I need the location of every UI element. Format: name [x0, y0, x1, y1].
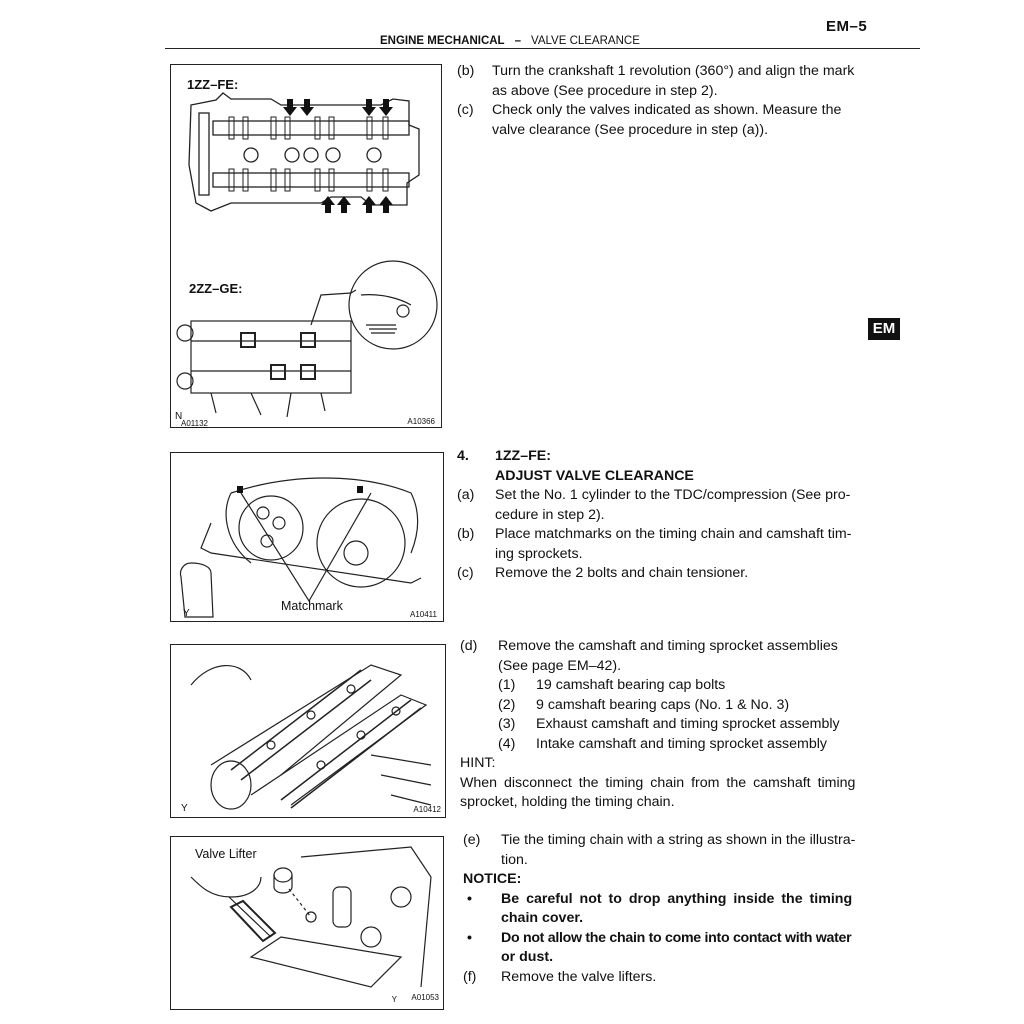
item-label: (a) — [457, 487, 475, 503]
camshaft-illustration — [171, 645, 445, 817]
step-number: 4. — [457, 448, 469, 464]
section-title: ENGINE MECHANICAL — [380, 35, 505, 47]
item-text: Set the No. 1 cylinder to the TDC/compression (See pro- — [495, 487, 851, 503]
step-item-a — [457, 486, 877, 525]
text-block-remove-camshafts — [460, 637, 875, 813]
step-heading — [457, 447, 877, 486]
sub-item-label: (2) — [498, 696, 516, 713]
notice-item — [463, 929, 875, 968]
notice-text: chain cover. — [501, 910, 584, 926]
figure-corner-letter: N — [175, 411, 183, 422]
section-tab: EM — [868, 318, 900, 340]
sub-item-label: (1) — [498, 677, 516, 693]
notice-text: Be careful not to drop anything inside the timing — [501, 890, 853, 907]
sub-item — [498, 696, 875, 716]
step-item-c — [457, 564, 877, 584]
figure-id-left: A01132 — [181, 419, 208, 428]
item-text: Check only the valves indicated as shown. Measure the — [492, 102, 842, 118]
figure-label-2zz: 2ZZ–GE: — [189, 281, 243, 296]
item-text: Remove the valve lifters. — [501, 968, 657, 985]
figure-corner-letter: Y — [181, 803, 188, 814]
step-item-f — [463, 968, 875, 988]
text-block-check-valves — [457, 62, 877, 140]
item-text: Remove the camshaft and timing sprocket assemblies — [498, 638, 838, 654]
item-label: (b) — [457, 63, 475, 79]
item-label: (c) — [457, 565, 474, 581]
figure-valve-layout — [170, 64, 442, 428]
cylinder-head-illustration — [171, 65, 441, 427]
figure-timing-chain — [170, 452, 444, 622]
item-text: Remove the 2 bolts and chain tensioner. — [495, 565, 749, 581]
notice-item — [463, 890, 875, 929]
figure-id: A01053 — [411, 993, 439, 1002]
sub-item-label: (4) — [498, 735, 516, 752]
page-number: EM–5 — [826, 18, 868, 35]
hint-line: When disconnect the timing chain from the camshaft timing — [460, 774, 856, 791]
bullet: • — [467, 890, 472, 907]
notice-text: Do not allow the chain to come into contact with water — [501, 929, 852, 946]
valve-lifter-callout: Valve Lifter — [195, 847, 257, 861]
notice-text: or dust. — [501, 949, 554, 965]
step-item-c — [457, 101, 877, 140]
step-item-e — [463, 831, 875, 870]
figure-id-right: A10366 — [407, 417, 435, 426]
step-item-b — [457, 62, 877, 101]
item-text: tion. — [501, 851, 528, 868]
item-text: Place matchmarks on the timing chain and camshaft tim- — [495, 526, 852, 542]
item-text: ing sprockets. — [495, 545, 583, 562]
item-label: (f) — [463, 968, 477, 985]
item-text: (See page EM–42). — [498, 657, 622, 674]
bullet: • — [467, 929, 472, 946]
hint-label: HINT: — [460, 755, 496, 771]
sub-item — [498, 715, 875, 735]
sub-list — [460, 676, 875, 754]
sub-item-label: (3) — [498, 716, 516, 732]
section-header — [380, 35, 640, 47]
item-text: Turn the crankshaft 1 revolution (360°) and align the mark — [492, 63, 855, 79]
valve-lifter-illustration — [171, 837, 443, 1009]
item-label: (b) — [457, 526, 475, 542]
sub-item-text: Intake camshaft and timing sprocket assembly — [536, 735, 827, 752]
item-label: (d) — [460, 638, 478, 654]
sub-item-text: Exhaust camshaft and timing sprocket assembly — [536, 716, 840, 732]
step-item-b — [457, 525, 877, 564]
matchmark-callout: Matchmark — [281, 599, 343, 613]
subsection-title: VALVE CLEARANCE — [531, 35, 640, 47]
figure-id: A10412 — [413, 805, 441, 814]
item-label: (e) — [463, 832, 481, 848]
header-rule — [165, 48, 920, 49]
text-block-tie-chain — [463, 831, 875, 987]
sub-item-text: 9 camshaft bearing caps (No. 1 & No. 3) — [536, 696, 790, 713]
item-label: (c) — [457, 102, 474, 118]
item-text: as above (See procedure in step 2). — [492, 82, 718, 99]
step-heading-line: ADJUST VALVE CLEARANCE — [495, 467, 694, 484]
figure-camshafts — [170, 644, 446, 818]
sub-item — [498, 735, 875, 755]
sub-item — [498, 676, 875, 696]
step-heading-line: 1ZZ–FE: — [495, 448, 551, 464]
hint-line: sprocket, holding the timing chain. — [460, 794, 675, 810]
sub-item-text: 19 camshaft bearing cap bolts — [536, 677, 726, 693]
header-separator: – — [514, 35, 521, 47]
step-item-d — [460, 637, 875, 676]
figure-id: A10411 — [410, 610, 437, 619]
timing-chain-illustration — [171, 453, 443, 621]
notice-label: NOTICE: — [463, 871, 522, 887]
figure-valve-lifter — [170, 836, 444, 1010]
text-block-adjust-clearance — [457, 447, 877, 584]
figure-corner-letter: Y — [391, 995, 397, 1004]
figure-corner-letter: Y — [183, 608, 190, 619]
hint-text — [460, 774, 875, 813]
figure-label-1zz: 1ZZ–FE: — [187, 77, 239, 92]
item-text: cedure in step 2). — [495, 506, 605, 523]
item-text: Tie the timing chain with a string as shown in the illustra- — [501, 832, 856, 848]
item-text: valve clearance (See procedure in step (a)). — [492, 121, 769, 138]
